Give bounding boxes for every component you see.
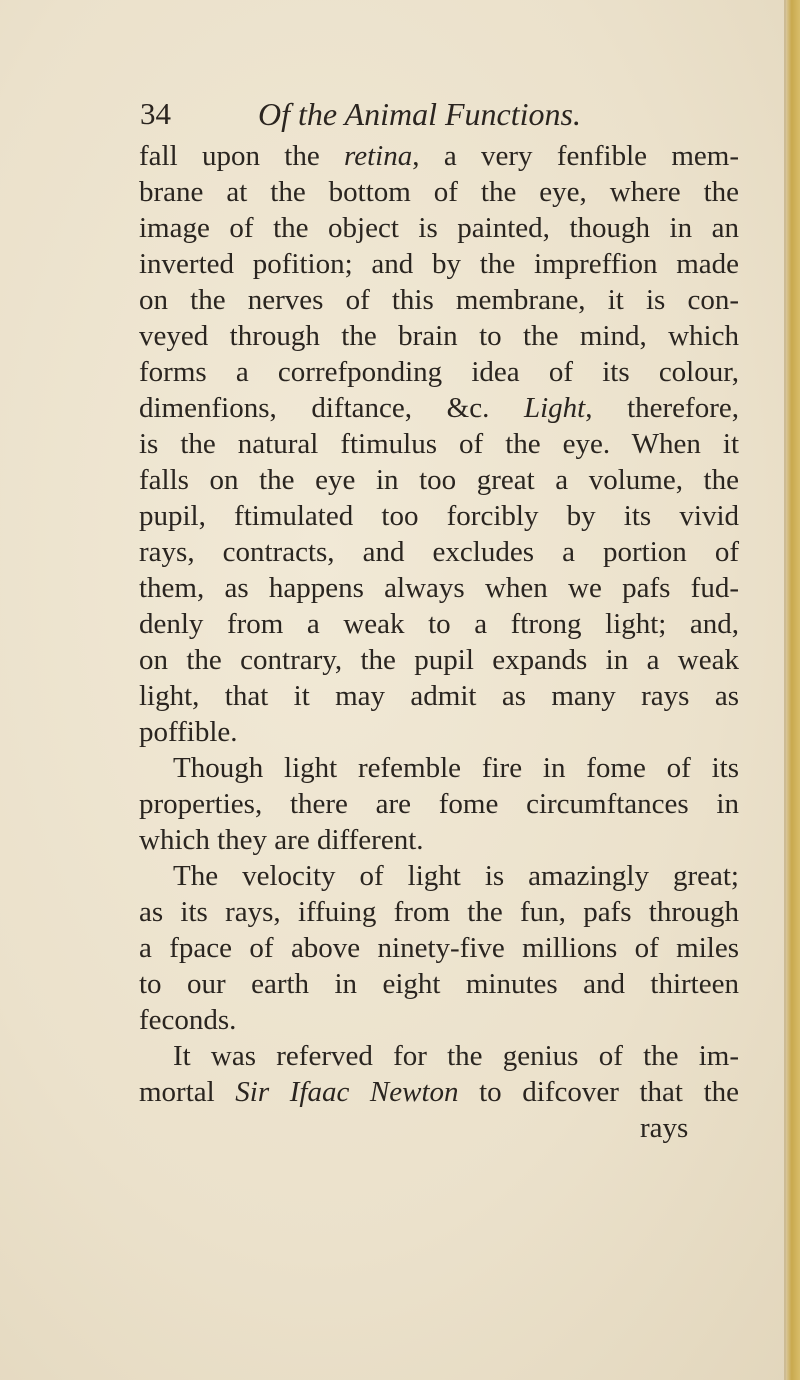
text-line-15: on the contrary, the pupil expands in a weak [139,644,739,676]
page-gilt-edge [786,0,800,1380]
text-line-2: brane at the bottom of the eye, where the [139,176,739,208]
text-line-1: fall upon the retina, a very fenfible mem- [139,140,740,172]
text-line-12: rays, contracts, and excludes a portion of [139,536,739,568]
running-head: Of the Animal Functions. [258,96,581,132]
text-line-25: feconds. [139,1004,237,1036]
text-line-17: poffible. [139,716,238,748]
text-line-21: The velocity of light is amazingly great; [173,860,739,892]
catchword: rays [640,1112,689,1144]
text-line-23: a fpace of above ninety-five millions of miles [139,932,739,964]
text-line-18: Though light refemble fire in fome of its [173,752,739,784]
text-line-6: veyed through the brain to the mind, which [139,320,739,352]
text-line-13: them, as happens always when we pafs fud- [139,572,739,604]
page-header [140,96,760,136]
text-line-3: image of the object is painted, though in an [139,212,739,244]
text-line-27: mortal Sir Ifaac Newton to difcover that the [139,1076,739,1108]
text-line-24: to our earth in eight minutes and thirteen [139,968,739,1000]
text-line-11: pupil, ftimulated too forcibly by its vivid [139,500,739,532]
text-line-9: is the natural ftimulus of the eye. When it [139,428,739,460]
text-line-7: forms a correfponding idea of its colour, [139,356,739,388]
text-line-10: falls on the eye in too great a volume, the [139,464,739,496]
page-number: 34 [140,96,171,131]
text-line-14: denly from a weak to a ftrong light; and, [139,608,739,640]
text-line-19: properties, there are fome circumftances in [139,788,739,820]
text-line-4: inverted pofition; and by the impreffion made [139,248,739,280]
text-line-26: It was referved for the genius of the im- [173,1040,739,1072]
text-line-20: which they are different. [139,824,424,856]
text-line-5: on the nerves of this membrane, it is con- [139,284,739,316]
text-line-8: dimenfions, diftance, &c. Light, therefore, [139,392,739,424]
text-line-16: light, that it may admit as many rays as [139,680,739,712]
text-line-22: as its rays, iffuing from the fun, pafs through [139,896,739,928]
